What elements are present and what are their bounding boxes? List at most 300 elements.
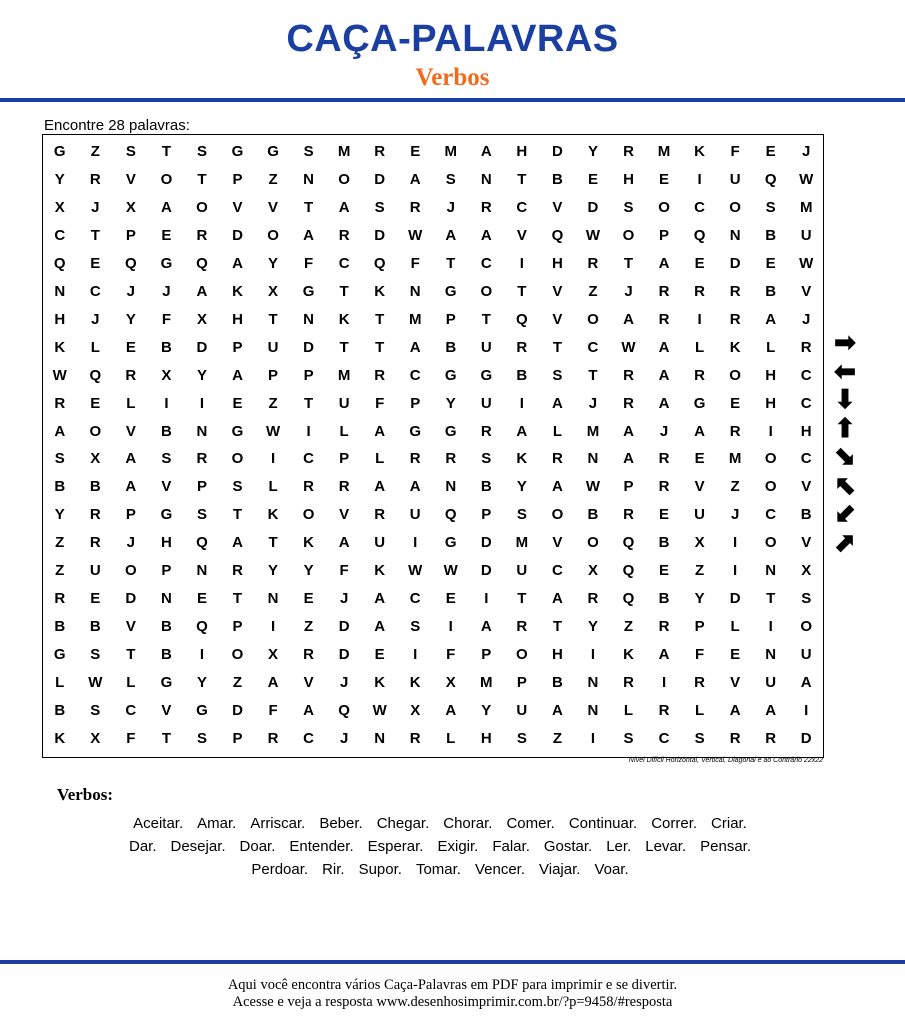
grid-letter[interactable]: A bbox=[480, 227, 492, 245]
grid-letter[interactable]: S bbox=[374, 199, 385, 217]
grid-letter[interactable]: R bbox=[587, 589, 599, 607]
grid-letter[interactable]: R bbox=[623, 394, 634, 412]
grid-letter[interactable]: P bbox=[623, 478, 634, 496]
grid-letter[interactable]: W bbox=[585, 227, 601, 245]
grid-letter[interactable]: D bbox=[338, 645, 350, 663]
grid-letter[interactable]: G bbox=[444, 282, 457, 300]
grid-letter[interactable]: Y bbox=[54, 171, 65, 189]
grid-letter[interactable]: Z bbox=[730, 478, 740, 496]
grid-letter[interactable]: E bbox=[232, 394, 243, 412]
grid-letter[interactable]: I bbox=[270, 617, 276, 635]
grid-letter[interactable]: P bbox=[303, 366, 314, 384]
grid-letter[interactable]: R bbox=[196, 450, 208, 468]
grid-letter[interactable]: U bbox=[729, 171, 741, 189]
grid-letter[interactable]: Q bbox=[89, 366, 102, 384]
grid-letter[interactable]: T bbox=[197, 171, 207, 189]
grid-letter[interactable]: Q bbox=[53, 255, 66, 273]
grid-letter[interactable]: S bbox=[623, 729, 634, 747]
grid-letter[interactable]: I bbox=[697, 310, 702, 328]
grid-letter[interactable]: G bbox=[693, 394, 706, 412]
grid-letter[interactable]: E bbox=[730, 645, 741, 663]
grid-letter[interactable]: R bbox=[694, 673, 705, 691]
grid-letter[interactable]: L bbox=[695, 338, 705, 356]
grid-letter[interactable]: I bbox=[199, 645, 205, 663]
grid-letter[interactable]: E bbox=[659, 171, 670, 189]
grid-letter[interactable]: Y bbox=[516, 478, 527, 496]
grid-letter[interactable]: V bbox=[161, 701, 172, 719]
grid-letter[interactable]: Z bbox=[268, 171, 278, 189]
grid-letter[interactable]: I bbox=[519, 394, 524, 412]
grid-letter[interactable]: A bbox=[623, 450, 634, 468]
grid-letter[interactable]: U bbox=[480, 338, 492, 356]
grid-letter[interactable]: E bbox=[765, 143, 776, 161]
grid-letter[interactable]: I bbox=[484, 589, 489, 607]
grid-letter[interactable]: K bbox=[374, 673, 386, 691]
grid-letter[interactable]: Z bbox=[304, 617, 314, 635]
grid-letter[interactable]: K bbox=[303, 534, 314, 552]
grid-letter[interactable]: U bbox=[374, 534, 386, 552]
grid-letter[interactable]: E bbox=[694, 255, 705, 273]
grid-letter[interactable]: Y bbox=[268, 562, 279, 580]
grid-letter[interactable]: Q bbox=[764, 171, 777, 189]
grid-letter[interactable]: D bbox=[303, 338, 314, 356]
grid-letter[interactable]: R bbox=[54, 394, 66, 412]
grid-letter[interactable]: G bbox=[302, 282, 315, 300]
grid-letter[interactable]: F bbox=[268, 701, 278, 719]
grid-letter[interactable]: S bbox=[196, 506, 207, 524]
grid-letter[interactable]: J bbox=[446, 199, 455, 217]
grid-letter[interactable]: P bbox=[232, 171, 243, 189]
grid-letter[interactable]: J bbox=[339, 589, 349, 607]
grid-letter[interactable]: N bbox=[374, 729, 386, 747]
grid-letter[interactable]: L bbox=[552, 422, 562, 440]
grid-letter[interactable]: Z bbox=[552, 729, 562, 747]
grid-letter[interactable]: I bbox=[590, 729, 596, 747]
grid-letter[interactable]: E bbox=[90, 394, 101, 412]
grid-letter[interactable]: R bbox=[409, 450, 421, 468]
grid-letter[interactable]: O bbox=[800, 617, 813, 635]
grid-letter[interactable]: V bbox=[125, 422, 136, 440]
grid-letter[interactable]: N bbox=[729, 227, 741, 245]
grid-letter[interactable]: K bbox=[409, 673, 421, 691]
grid-letter[interactable]: B bbox=[160, 617, 172, 635]
grid-letter[interactable]: Q bbox=[338, 701, 350, 719]
grid-letter[interactable]: R bbox=[89, 534, 101, 552]
grid-letter[interactable]: Z bbox=[90, 143, 100, 161]
grid-letter[interactable]: X bbox=[161, 366, 172, 384]
grid-letter[interactable]: D bbox=[800, 729, 812, 747]
grid-letter[interactable]: Q bbox=[551, 227, 564, 245]
grid-letter[interactable]: Y bbox=[587, 617, 598, 635]
grid-letter[interactable]: J bbox=[659, 422, 669, 440]
grid-letter[interactable]: F bbox=[410, 255, 420, 273]
grid-letter[interactable]: V bbox=[339, 506, 350, 524]
grid-letter[interactable]: A bbox=[409, 478, 421, 496]
grid-letter[interactable]: R bbox=[89, 506, 101, 524]
grid-letter[interactable]: G bbox=[231, 143, 244, 161]
grid-letter[interactable]: R bbox=[374, 366, 386, 384]
grid-letter[interactable]: N bbox=[303, 171, 314, 189]
grid-letter[interactable]: R bbox=[89, 171, 101, 189]
grid-letter[interactable]: B bbox=[658, 534, 670, 552]
grid-letter[interactable]: B bbox=[765, 227, 777, 245]
grid-letter[interactable]: K bbox=[232, 282, 243, 300]
grid-letter[interactable]: V bbox=[694, 478, 705, 496]
grid-letter[interactable]: M bbox=[799, 199, 813, 217]
grid-letter[interactable]: X bbox=[90, 729, 101, 747]
grid-letter[interactable]: S bbox=[125, 143, 136, 161]
grid-letter[interactable]: R bbox=[125, 366, 137, 384]
grid-letter[interactable]: D bbox=[338, 617, 350, 635]
grid-letter[interactable]: A bbox=[551, 589, 563, 607]
grid-letter[interactable]: I bbox=[697, 171, 702, 189]
grid-letter[interactable]: R bbox=[303, 645, 314, 663]
grid-letter[interactable]: D bbox=[587, 199, 599, 217]
grid-letter[interactable]: A bbox=[303, 227, 314, 245]
grid-letter[interactable]: G bbox=[480, 366, 493, 384]
grid-letter[interactable]: A bbox=[623, 310, 634, 328]
grid-letter[interactable]: O bbox=[622, 227, 635, 245]
grid-letter[interactable]: C bbox=[480, 255, 492, 273]
grid-letter[interactable]: A bbox=[623, 422, 634, 440]
grid-letter[interactable]: I bbox=[768, 617, 773, 635]
grid-letter[interactable]: L bbox=[268, 478, 278, 496]
grid-letter[interactable]: M bbox=[515, 534, 529, 552]
grid-letter[interactable]: W bbox=[443, 562, 458, 580]
grid-letter[interactable]: C bbox=[551, 562, 563, 580]
grid-letter[interactable]: N bbox=[54, 282, 66, 300]
grid-letter[interactable]: S bbox=[623, 199, 634, 217]
grid-letter[interactable]: Z bbox=[55, 562, 65, 580]
grid-letter[interactable]: L bbox=[126, 673, 136, 691]
grid-letter[interactable]: A bbox=[658, 394, 670, 412]
grid-letter[interactable]: V bbox=[801, 534, 812, 552]
grid-letter[interactable]: U bbox=[89, 562, 101, 580]
grid-letter[interactable]: K bbox=[729, 338, 741, 356]
grid-letter[interactable]: K bbox=[694, 143, 705, 161]
grid-letter[interactable]: A bbox=[551, 478, 563, 496]
grid-letter[interactable]: A bbox=[196, 282, 208, 300]
grid-letter[interactable]: B bbox=[89, 478, 101, 496]
grid-letter[interactable]: D bbox=[232, 701, 243, 719]
grid-letter[interactable]: A bbox=[694, 422, 705, 440]
grid-letter[interactable]: O bbox=[267, 227, 279, 245]
grid-letter[interactable]: I bbox=[733, 534, 738, 552]
grid-letter[interactable]: K bbox=[623, 645, 634, 663]
grid-letter[interactable]: G bbox=[53, 645, 66, 663]
grid-letter[interactable]: Z bbox=[623, 617, 634, 635]
grid-letter[interactable]: R bbox=[729, 282, 741, 300]
grid-letter[interactable]: Y bbox=[481, 701, 492, 719]
grid-letter[interactable]: C bbox=[54, 227, 66, 245]
grid-letter[interactable]: O bbox=[729, 199, 741, 217]
grid-letter[interactable]: V bbox=[232, 199, 243, 217]
grid-letter[interactable]: T bbox=[161, 729, 171, 747]
grid-letter[interactable]: R bbox=[445, 450, 457, 468]
grid-letter[interactable]: J bbox=[91, 199, 100, 217]
grid-letter[interactable]: S bbox=[552, 366, 563, 384]
grid-letter[interactable]: Q bbox=[693, 227, 706, 245]
grid-letter[interactable]: N bbox=[587, 450, 599, 468]
grid-letter[interactable]: Y bbox=[694, 589, 705, 607]
grid-letter[interactable]: G bbox=[160, 506, 173, 524]
grid-letter[interactable]: I bbox=[306, 422, 311, 440]
grid-letter[interactable]: G bbox=[160, 255, 173, 273]
grid-letter[interactable]: M bbox=[337, 366, 351, 384]
grid-letter[interactable]: A bbox=[516, 422, 528, 440]
grid-letter[interactable]: E bbox=[730, 394, 741, 412]
grid-letter[interactable]: V bbox=[161, 478, 172, 496]
grid-letter[interactable]: B bbox=[54, 701, 66, 719]
grid-letter[interactable]: B bbox=[160, 645, 172, 663]
grid-letter[interactable]: H bbox=[623, 171, 634, 189]
grid-letter[interactable]: E bbox=[659, 506, 670, 524]
grid-letter[interactable]: A bbox=[374, 422, 386, 440]
grid-letter[interactable]: R bbox=[658, 450, 670, 468]
grid-letter[interactable]: H bbox=[765, 394, 777, 412]
grid-letter[interactable]: A bbox=[232, 534, 243, 552]
grid-letter[interactable]: R bbox=[232, 562, 243, 580]
grid-letter[interactable]: E bbox=[659, 562, 670, 580]
grid-letter[interactable]: V bbox=[516, 227, 527, 245]
grid-letter[interactable]: X bbox=[410, 701, 421, 719]
grid-letter[interactable]: T bbox=[517, 589, 527, 607]
grid-letter[interactable]: G bbox=[444, 366, 457, 384]
grid-letter[interactable]: A bbox=[409, 338, 421, 356]
grid-letter[interactable]: W bbox=[265, 422, 281, 440]
grid-letter[interactable]: U bbox=[765, 673, 777, 691]
grid-letter[interactable]: B bbox=[551, 171, 563, 189]
grid-letter[interactable]: S bbox=[516, 729, 527, 747]
grid-letter[interactable]: Q bbox=[125, 255, 137, 273]
grid-letter[interactable]: P bbox=[516, 673, 527, 691]
grid-letter[interactable]: X bbox=[268, 282, 279, 300]
grid-letter[interactable]: B bbox=[587, 506, 599, 524]
grid-letter[interactable]: B bbox=[89, 617, 101, 635]
grid-letter[interactable]: U bbox=[516, 562, 528, 580]
grid-letter[interactable]: A bbox=[480, 143, 492, 161]
grid-letter[interactable]: R bbox=[480, 422, 492, 440]
grid-letter[interactable]: L bbox=[55, 673, 65, 691]
grid-letter[interactable]: S bbox=[196, 143, 207, 161]
grid-letter[interactable]: C bbox=[338, 255, 350, 273]
grid-letter[interactable]: V bbox=[801, 282, 812, 300]
grid-letter[interactable]: N bbox=[409, 282, 421, 300]
grid-letter[interactable]: R bbox=[409, 199, 421, 217]
grid-letter[interactable]: O bbox=[231, 450, 244, 468]
grid-letter[interactable]: A bbox=[658, 366, 670, 384]
grid-letter[interactable]: R bbox=[694, 366, 705, 384]
grid-letter[interactable]: I bbox=[519, 255, 524, 273]
grid-letter[interactable]: G bbox=[160, 673, 173, 691]
grid-letter[interactable]: T bbox=[304, 199, 314, 217]
grid-letter[interactable]: S bbox=[90, 645, 101, 663]
grid-letter[interactable]: N bbox=[480, 171, 492, 189]
grid-letter[interactable]: A bbox=[232, 255, 243, 273]
grid-letter[interactable]: C bbox=[516, 199, 528, 217]
grid-letter[interactable]: R bbox=[658, 310, 670, 328]
grid-letter[interactable]: T bbox=[268, 310, 278, 328]
grid-letter[interactable]: T bbox=[90, 227, 100, 245]
grid-letter[interactable]: X bbox=[587, 562, 598, 580]
grid-letter[interactable]: A bbox=[267, 673, 279, 691]
grid-letter[interactable]: P bbox=[481, 645, 492, 663]
grid-letter[interactable]: E bbox=[694, 450, 705, 468]
grid-letter[interactable]: K bbox=[516, 450, 528, 468]
grid-letter[interactable]: N bbox=[196, 562, 208, 580]
grid-letter[interactable]: W bbox=[372, 701, 387, 719]
grid-letter[interactable]: T bbox=[552, 617, 562, 635]
grid-letter[interactable]: Q bbox=[196, 534, 208, 552]
grid-letter[interactable]: E bbox=[587, 171, 598, 189]
grid-letter[interactable]: H bbox=[516, 143, 528, 161]
grid-letter[interactable]: U bbox=[516, 701, 528, 719]
grid-letter[interactable]: O bbox=[587, 310, 599, 328]
grid-letter[interactable]: X bbox=[125, 199, 136, 217]
grid-letter[interactable]: V bbox=[303, 673, 314, 691]
grid-letter[interactable]: C bbox=[800, 394, 812, 412]
grid-letter[interactable]: W bbox=[799, 255, 814, 273]
grid-letter[interactable]: X bbox=[54, 199, 65, 217]
grid-letter[interactable]: U bbox=[338, 394, 350, 412]
grid-letter[interactable]: K bbox=[374, 282, 386, 300]
grid-letter[interactable]: A bbox=[765, 701, 777, 719]
grid-letter[interactable]: J bbox=[802, 310, 811, 328]
grid-letter[interactable]: R bbox=[623, 143, 634, 161]
grid-letter[interactable]: Y bbox=[587, 143, 598, 161]
grid-letter[interactable]: J bbox=[624, 282, 633, 300]
grid-letter[interactable]: A bbox=[765, 310, 777, 328]
grid-letter[interactable]: T bbox=[375, 310, 385, 328]
grid-letter[interactable]: I bbox=[590, 645, 596, 663]
grid-letter[interactable]: J bbox=[162, 282, 171, 300]
grid-letter[interactable]: R bbox=[729, 310, 741, 328]
grid-letter[interactable]: E bbox=[303, 589, 314, 607]
grid-letter[interactable]: Q bbox=[622, 589, 635, 607]
grid-letter[interactable]: O bbox=[125, 562, 137, 580]
grid-letter[interactable]: I bbox=[448, 617, 453, 635]
grid-letter[interactable]: B bbox=[160, 422, 172, 440]
grid-letter[interactable]: S bbox=[303, 143, 314, 161]
grid-letter[interactable]: L bbox=[126, 394, 136, 412]
grid-letter[interactable]: D bbox=[480, 534, 492, 552]
grid-letter[interactable]: O bbox=[764, 450, 777, 468]
grid-letter[interactable]: Q bbox=[196, 255, 208, 273]
grid-letter[interactable]: N bbox=[196, 422, 208, 440]
grid-letter[interactable]: O bbox=[729, 366, 741, 384]
grid-letter[interactable]: G bbox=[53, 143, 66, 161]
grid-letter[interactable]: A bbox=[658, 645, 670, 663]
grid-letter[interactable]: I bbox=[270, 450, 276, 468]
grid-letter[interactable]: R bbox=[303, 478, 314, 496]
grid-letter[interactable]: S bbox=[516, 506, 527, 524]
grid-letter[interactable]: Q bbox=[622, 534, 635, 552]
grid-letter[interactable]: E bbox=[161, 227, 172, 245]
grid-letter[interactable]: O bbox=[89, 422, 102, 440]
grid-letter[interactable]: T bbox=[552, 338, 562, 356]
grid-letter[interactable]: R bbox=[587, 255, 599, 273]
grid-letter[interactable]: O bbox=[551, 506, 564, 524]
grid-letter[interactable]: R bbox=[694, 282, 705, 300]
grid-letter[interactable]: S bbox=[694, 729, 705, 747]
grid-letter[interactable]: Z bbox=[55, 534, 65, 552]
grid-letter[interactable]: I bbox=[413, 645, 418, 663]
grid-letter[interactable]: Z bbox=[268, 394, 278, 412]
grid-letter[interactable]: C bbox=[658, 729, 670, 747]
grid-letter[interactable]: A bbox=[338, 534, 350, 552]
grid-letter[interactable]: S bbox=[54, 450, 65, 468]
grid-letter[interactable]: C bbox=[125, 701, 137, 719]
grid-letter[interactable]: T bbox=[517, 282, 527, 300]
grid-letter[interactable]: N bbox=[765, 562, 777, 580]
grid-letter[interactable]: H bbox=[551, 645, 563, 663]
grid-letter[interactable]: G bbox=[267, 143, 279, 161]
grid-letter[interactable]: P bbox=[339, 450, 350, 468]
grid-letter[interactable]: E bbox=[196, 589, 207, 607]
grid-letter[interactable]: Y bbox=[303, 562, 314, 580]
grid-letter[interactable]: R bbox=[374, 506, 386, 524]
grid-letter[interactable]: P bbox=[196, 478, 207, 496]
grid-letter[interactable]: N bbox=[160, 589, 172, 607]
grid-letter[interactable]: C bbox=[694, 199, 705, 217]
grid-letter[interactable]: B bbox=[516, 366, 528, 384]
grid-letter[interactable]: J bbox=[126, 282, 136, 300]
grid-letter[interactable]: I bbox=[413, 534, 418, 552]
grid-letter[interactable]: S bbox=[196, 729, 207, 747]
grid-letter[interactable]: X bbox=[801, 562, 812, 580]
grid-letter[interactable]: A bbox=[658, 255, 670, 273]
grid-letter[interactable]: G bbox=[231, 422, 244, 440]
grid-letter[interactable]: O bbox=[160, 171, 173, 189]
grid-letter[interactable]: N bbox=[445, 478, 457, 496]
grid-letter[interactable]: Y bbox=[196, 366, 207, 384]
grid-letter[interactable]: H bbox=[551, 255, 563, 273]
grid-letter[interactable]: A bbox=[338, 199, 350, 217]
grid-letter[interactable]: P bbox=[232, 729, 243, 747]
grid-letter[interactable]: U bbox=[800, 227, 812, 245]
grid-letter[interactable]: A bbox=[658, 338, 670, 356]
grid-letter[interactable]: G bbox=[444, 422, 457, 440]
grid-letter[interactable]: Y bbox=[196, 673, 207, 691]
grid-letter[interactable]: F bbox=[304, 255, 314, 273]
grid-letter[interactable]: C bbox=[587, 338, 599, 356]
grid-letter[interactable]: B bbox=[658, 589, 670, 607]
grid-letter[interactable]: J bbox=[730, 506, 740, 524]
grid-letter[interactable]: U bbox=[267, 338, 279, 356]
grid-letter[interactable]: A bbox=[303, 701, 314, 719]
grid-letter[interactable]: R bbox=[623, 673, 634, 691]
grid-letter[interactable]: C bbox=[303, 450, 314, 468]
grid-letter[interactable]: A bbox=[232, 366, 243, 384]
grid-letter[interactable]: A bbox=[125, 450, 137, 468]
grid-letter[interactable]: T bbox=[339, 282, 349, 300]
grid-letter[interactable]: X bbox=[694, 534, 705, 552]
grid-letter[interactable]: O bbox=[231, 645, 244, 663]
grid-letter[interactable]: O bbox=[587, 534, 599, 552]
grid-letter[interactable]: L bbox=[695, 701, 705, 719]
grid-letter[interactable]: V bbox=[268, 199, 279, 217]
grid-letter[interactable]: B bbox=[480, 478, 492, 496]
grid-letter[interactable]: F bbox=[161, 310, 171, 328]
grid-letter[interactable]: B bbox=[800, 506, 812, 524]
grid-letter[interactable]: J bbox=[339, 673, 349, 691]
grid-letter[interactable]: M bbox=[480, 673, 493, 691]
grid-letter[interactable]: S bbox=[161, 450, 172, 468]
grid-letter[interactable]: R bbox=[480, 199, 492, 217]
grid-letter[interactable]: F bbox=[126, 729, 136, 747]
grid-letter[interactable]: N bbox=[587, 701, 599, 719]
grid-letter[interactable]: B bbox=[160, 338, 172, 356]
